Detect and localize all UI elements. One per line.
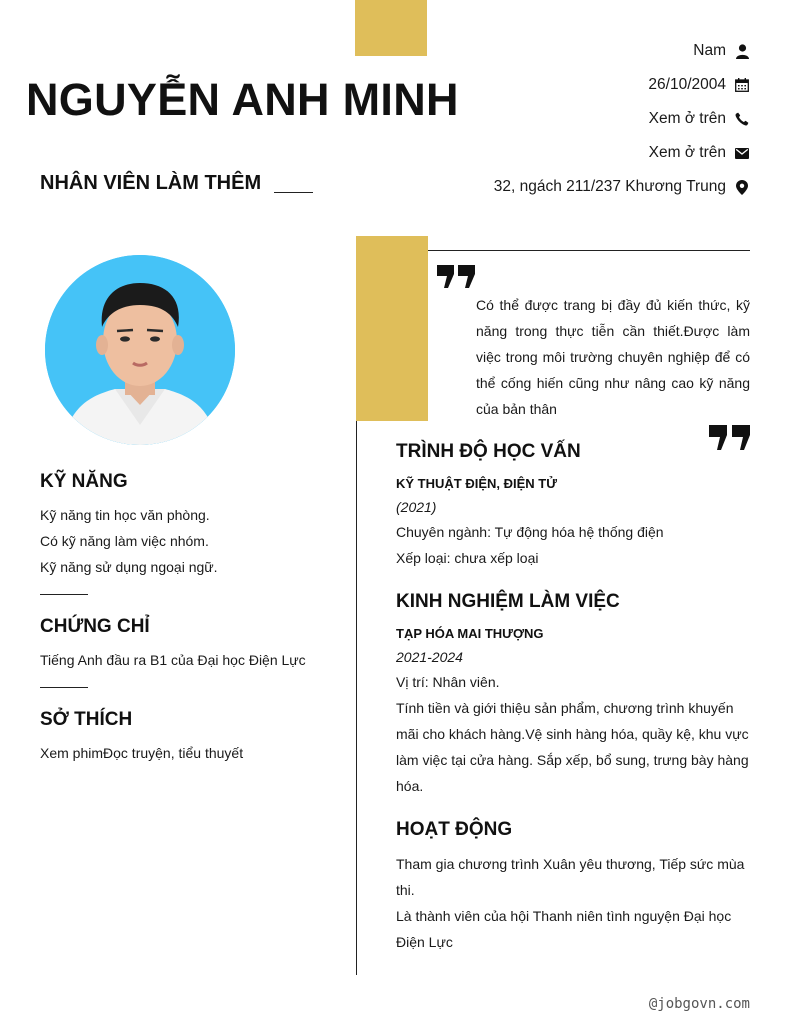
contact-email	[649, 144, 750, 162]
certificates-title: CHỨNG CHỈ	[40, 616, 150, 637]
candidate-name: NGUYỄN ANH MINH	[26, 74, 459, 125]
skills-list	[40, 502, 218, 580]
experience-description: Tính tiền và giới thiệu sản phẩm, chương trình khuyến mãi cho khách hàng.Vệ sinh hàng hóa, quầy kệ, khu vực làm việc tại cửa hàng. Sắp xếp, bổ sung, trưng bày hàng hóa.	[396, 700, 749, 794]
open-quote-icon	[437, 265, 475, 294]
education-major: KỸ THUẬT ĐIỆN, ĐIỆN TỬ	[396, 476, 558, 491]
contact-birthday	[648, 76, 750, 94]
list-item: Kỹ năng tin học văn phòng.	[40, 507, 210, 523]
address-text: 32, ngách 211/237 Khương Trung	[493, 178, 726, 195]
watermark: @jobgovn.com	[648, 996, 750, 1012]
hobbies-title: SỞ THÍCH	[40, 709, 133, 730]
education-title: TRÌNH ĐỘ HỌC VẤN	[396, 441, 581, 462]
job-title-underline	[274, 192, 313, 193]
avatar	[45, 255, 235, 445]
list-item: Tham gia chương trình Xuân yêu thương, Tiếp sức mùa thi.	[396, 856, 745, 898]
experience-company: TẠP HÓA MAI THƯỢNG	[396, 626, 544, 641]
skills-title: KỸ NĂNG	[40, 471, 128, 492]
column-divider	[356, 421, 357, 975]
section-divider	[40, 687, 88, 688]
objective-text: Có thể được trang bị đầy đủ kiến thức, kỹ năng trong thực tiễn cần thiết.Được làm việc trong môi trường chuyên nghiệp để có thể cống hiến cũng như nâng cao kỹ năng của bản thân	[476, 297, 750, 417]
list-item: Tiếng Anh đầu ra B1 của Đại học Điện Lực	[40, 652, 306, 668]
birthday-text: 26/10/2004	[648, 76, 726, 93]
close-quote-icon	[709, 425, 750, 456]
location-pin-icon	[734, 179, 750, 195]
contact-address	[494, 178, 750, 196]
list-item: Có kỹ năng làm việc nhóm.	[40, 533, 209, 549]
experience-position: Vị trí: Nhân viên.	[396, 674, 500, 690]
person-icon	[734, 43, 750, 59]
activities-list	[396, 851, 750, 955]
contact-gender	[693, 42, 750, 60]
top-accent-block	[355, 0, 427, 56]
side-accent-block	[356, 236, 428, 421]
phone-text: Xem ở trên	[648, 110, 726, 127]
education-ranking: Xếp loại: chưa xếp loại	[396, 550, 539, 566]
education-year: (2021)	[396, 499, 437, 515]
section-divider	[40, 594, 88, 595]
gender-text: Nam	[693, 42, 726, 59]
experience-period: 2021-2024	[396, 649, 463, 665]
portrait-image	[45, 255, 235, 445]
education-details	[396, 519, 750, 571]
education-specialization: Chuyên ngành: Tự động hóa hệ thống điện	[396, 524, 664, 540]
list-item: Là thành viên của hội Thanh niên tình nguyện Đại học Điện Lực	[396, 908, 732, 950]
experience-title: KINH NGHIỆM LÀM VIỆC	[396, 591, 620, 612]
phone-icon	[734, 111, 750, 127]
contact-phone	[649, 110, 750, 128]
hobbies-text: Xem phimĐọc truyện, tiểu thuyết	[40, 745, 244, 761]
objective-top-rule	[428, 250, 750, 251]
envelope-icon	[734, 145, 750, 161]
job-title: NHÂN VIÊN LÀM THÊM	[40, 172, 262, 194]
experience-details	[396, 669, 750, 799]
activities-title: HOẠT ĐỘNG	[396, 819, 513, 840]
email-text: Xem ở trên	[648, 144, 726, 161]
calendar-icon	[734, 77, 750, 93]
list-item: Kỹ năng sử dụng ngoại ngữ.	[40, 559, 218, 575]
